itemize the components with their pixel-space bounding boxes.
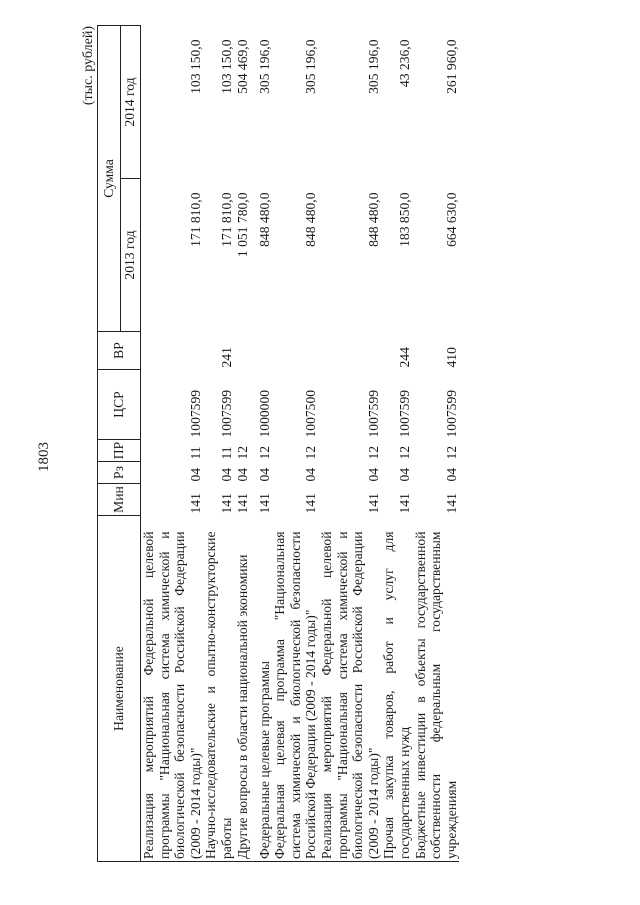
row-name: Федеральная целевая программа "Национальная система химической и биологической безопасности Российской Федерации (2009 - 2014 годы)" bbox=[272, 516, 319, 862]
header-csr: ЦСР bbox=[98, 370, 141, 440]
row-2013: 664 630,0 bbox=[443, 192, 459, 247]
header-vr: ВР bbox=[98, 332, 141, 370]
row-2013: 848 480,0 bbox=[256, 192, 272, 247]
row-vr: 410 bbox=[443, 347, 459, 368]
row-pr: 12 bbox=[365, 445, 381, 460]
row-rz: 04 bbox=[365, 467, 381, 482]
row-name: Другие вопросы в области национальной экономики bbox=[235, 516, 251, 862]
row-2013: 183 850,0 bbox=[396, 192, 412, 247]
row-2013: 848 480,0 bbox=[303, 192, 319, 247]
row-rz: 04 bbox=[303, 467, 319, 482]
row-2014: 261 960,0 bbox=[443, 39, 459, 94]
header-pr: ПР bbox=[98, 440, 141, 462]
row-min: 141 bbox=[396, 493, 412, 514]
table-row bbox=[381, 26, 412, 862]
row-csr: 1007500 bbox=[303, 389, 319, 438]
header-min: Мин bbox=[98, 484, 141, 516]
row-name: Научно-исследовательские и опытно-конструкторские работы bbox=[203, 516, 234, 862]
row-min: 141 bbox=[256, 493, 272, 514]
table-row bbox=[319, 26, 381, 862]
page-number: 1803 bbox=[36, 442, 52, 472]
row-2014: 305 196,0 bbox=[256, 39, 272, 94]
row-vr bbox=[319, 332, 381, 370]
row-min: 141 bbox=[187, 493, 203, 514]
row-name: Бюджетные инвестиции в объекты государственной собственности федеральным государственным учреждениям bbox=[413, 516, 460, 862]
row-min: 141 bbox=[234, 493, 250, 514]
row-min: 141 bbox=[303, 493, 319, 514]
row-name: Реализация мероприятий Федеральной целевой программы "Национальная система химической и биологической безопасности Российской Федерации (2009 - 2014 годы)" bbox=[141, 516, 204, 862]
header-2014: 2014 год bbox=[120, 26, 140, 179]
row-vr bbox=[141, 332, 204, 370]
row-2013: 1 051 780,0 bbox=[234, 192, 250, 258]
row-2013: 848 480,0 bbox=[365, 192, 381, 247]
table-header bbox=[98, 26, 141, 862]
row-csr: 1000000 bbox=[256, 389, 272, 438]
header-2013: 2013 год bbox=[120, 179, 140, 332]
units-note: (тыс. рублей) bbox=[81, 26, 96, 106]
row-2014: 103 150,0 bbox=[187, 39, 203, 94]
table-row bbox=[141, 26, 204, 862]
row-csr: 1007599 bbox=[396, 389, 412, 438]
row-min: 141 bbox=[443, 493, 459, 514]
row-vr bbox=[272, 332, 319, 370]
row-name: Федеральные целевые программы bbox=[250, 516, 272, 862]
row-2013: 171 810,0 bbox=[187, 192, 203, 247]
row-csr: 1007599 bbox=[365, 389, 381, 438]
row-rz: 04 bbox=[187, 467, 203, 482]
row-name: Прочая закупка товаров, работ и услуг для государственных нужд bbox=[381, 516, 412, 862]
table-row bbox=[272, 26, 319, 862]
row-rz: 04 bbox=[256, 467, 272, 482]
row-csr: 1007599 bbox=[443, 389, 459, 438]
row-vr: 241 bbox=[218, 347, 234, 368]
row-pr: 11 bbox=[218, 446, 234, 460]
row-rz: 04 bbox=[443, 467, 459, 482]
budget-table bbox=[97, 25, 459, 862]
row-rz: 04 bbox=[218, 467, 234, 482]
row-name: Реализация мероприятий Федеральной целевой программы "Национальная система химической и биологической безопасности Российской Федерации (2009 - 2014 годы)" bbox=[319, 516, 381, 862]
row-pr: 11 bbox=[187, 446, 203, 460]
table-row bbox=[250, 26, 272, 862]
row-min: 141 bbox=[365, 493, 381, 514]
row-vr bbox=[250, 332, 272, 370]
table-row bbox=[203, 26, 234, 862]
row-2014: 43 236,0 bbox=[396, 39, 412, 88]
row-rz: 04 bbox=[396, 467, 412, 482]
row-csr: 1007599 bbox=[187, 389, 203, 438]
row-rz: 04 bbox=[234, 467, 250, 482]
header-sum: Сумма bbox=[98, 26, 121, 332]
header-name: Наименование bbox=[98, 516, 141, 862]
row-pr: 12 bbox=[234, 445, 250, 460]
row-vr bbox=[235, 332, 251, 370]
header-rz: Рз bbox=[98, 462, 141, 484]
row-min: 141 bbox=[218, 493, 234, 514]
row-pr: 12 bbox=[303, 445, 319, 460]
row-vr: 244 bbox=[396, 347, 412, 368]
row-2014: 305 196,0 bbox=[365, 39, 381, 94]
row-2013: 171 810,0 bbox=[218, 192, 234, 247]
row-pr: 12 bbox=[443, 445, 459, 460]
row-csr: 1007599 bbox=[218, 389, 234, 438]
table-row bbox=[235, 26, 251, 862]
row-2014: 504 469,0 bbox=[234, 39, 250, 94]
rotated-page bbox=[82, 26, 562, 862]
row-pr: 12 bbox=[396, 445, 412, 460]
row-2014: 103 150,0 bbox=[218, 39, 234, 94]
row-2014: 305 196,0 bbox=[303, 39, 319, 94]
row-pr: 12 bbox=[256, 445, 272, 460]
table-row bbox=[413, 26, 460, 862]
row-csr bbox=[235, 370, 251, 440]
